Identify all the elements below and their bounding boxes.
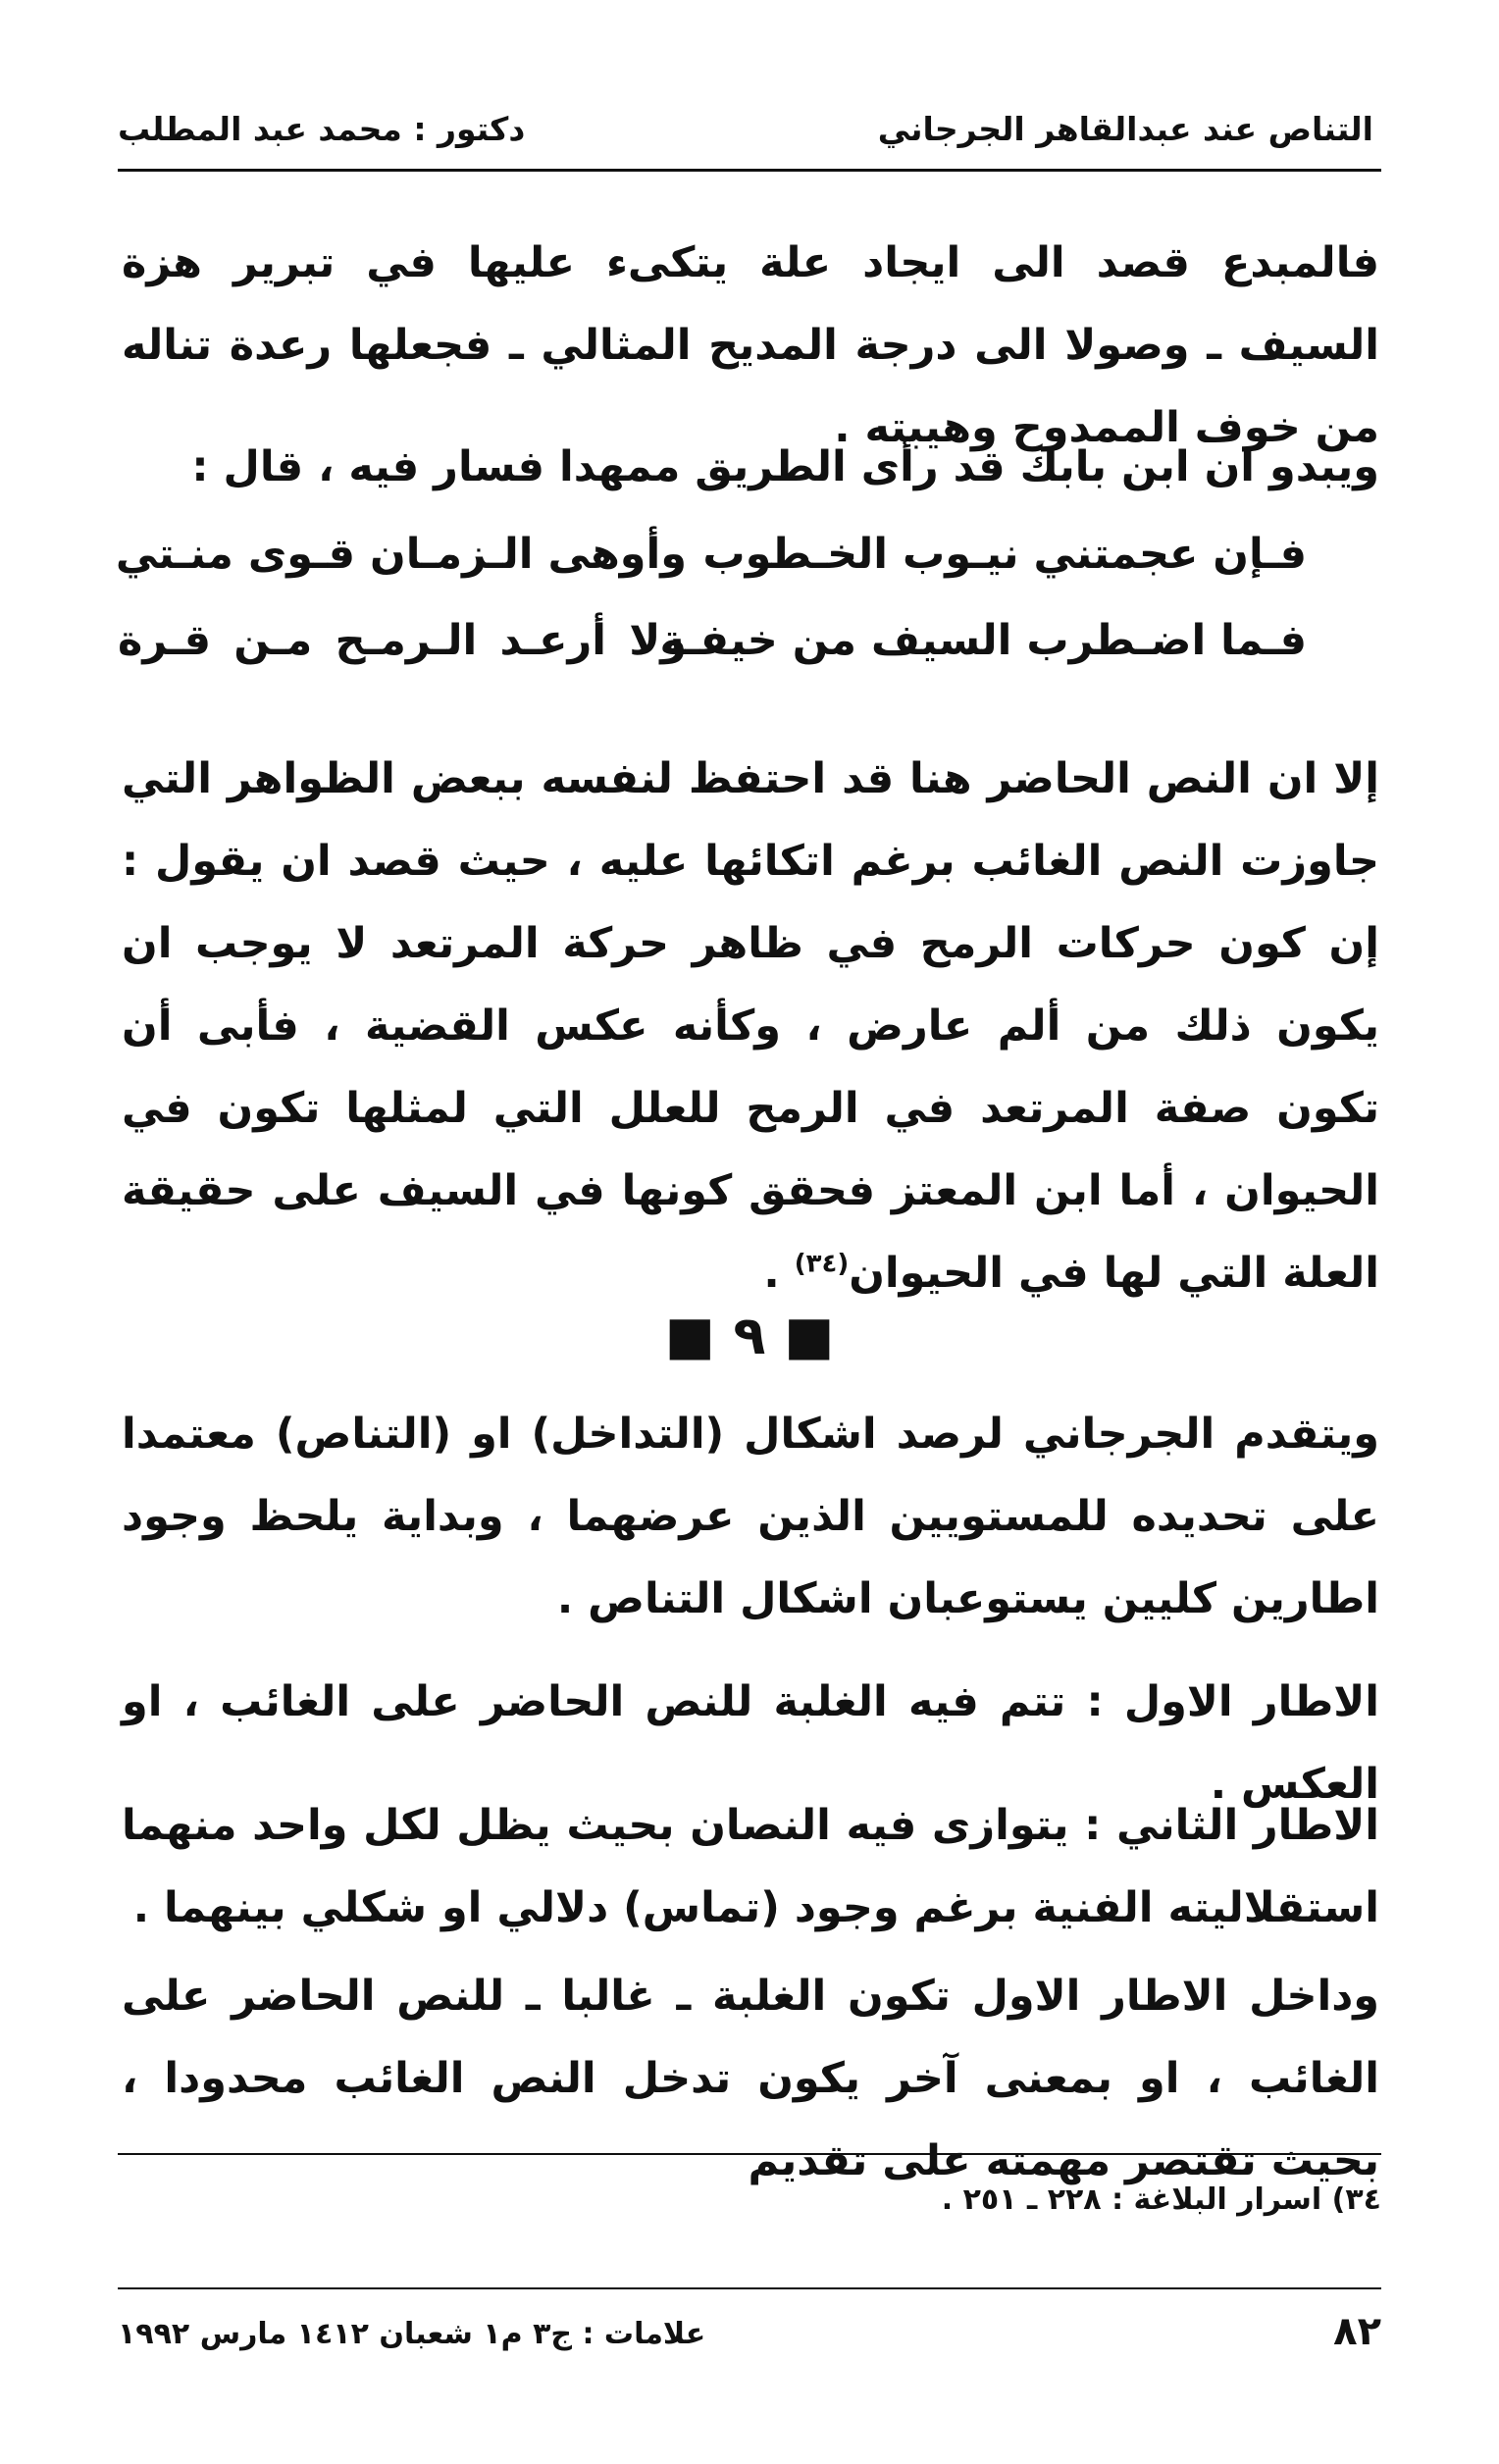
verse-second-hemistich: ولا أرعـد الـرمـح مـن قـرة	[118, 616, 687, 665]
footnote-reference: (٣٤)	[794, 1249, 850, 1279]
footnote: ٣٤) اسرار البلاغة : ٢٢٨ ـ ٢٥١ .	[941, 2182, 1381, 2217]
paragraph: الاطار الثاني : يتوازى فيه النصان بحيث يظل لكل واحد منهما استقلاليته الفنية برغم وجود (تماس) دلالي او شكلي بينهما .	[122, 1801, 1379, 1932]
author-name: دكتور : محمد عبد المطلب	[118, 110, 526, 148]
verse-second-hemistich: وأوهى الـزمـان قـوى منـتي	[115, 530, 687, 579]
section-number: ■ ٩ ■	[664, 1305, 835, 1366]
paragraph: ويتقدم الجرجاني لرصد اشكال (التداخل) او (التناص) معتمدا على تحديده للمستويين الذين عرضهما ، وبداية يلحظ وجود اطارين كليين يستوعبان اشكال التناص .	[122, 1410, 1379, 1623]
header-divider	[118, 169, 1381, 172]
book-title: التناص عند عبدالقاهر الجرجاني	[877, 110, 1373, 148]
running-header	[118, 110, 1373, 169]
verse-first-hemistich: فـإن عجمتني نيـوب الخـطوب	[702, 530, 1307, 579]
journal-citation: علامات : ج٣ م١ شعبان ١٤١٢ مارس ١٩٩٢	[118, 2317, 706, 2351]
paragraph-text: إلا ان النص الحاضر هنا قد احتفظ لنفسه ببعض الظواهر التي جاوزت النص الغائب برغم اتكائها عليه ، حيث قصد ان يقول : إن كون حركات الرمح في ظاهر حركة المرتعد لا يوجب ان يكون ذلك من ألم عارض ، وكأنه عكس القضية ، فأبى أن تكون صفة المرتعد في الرمح للعلل التي لمثلها تكون في الحيوان ، أما ابن المعتز فحقق كونها في السيف على حقيقة العلة التي لها في الحيوان	[122, 754, 1379, 1298]
paragraph: الاطار الاول : تتم فيه الغلبة للنص الحاضر على الغائب ، او العكس .	[122, 1677, 1379, 1809]
paragraph: فالمبدع قصد الى ايجاد علة يتكىء عليها في تبرير هزة السيف ـ وصولا الى درجة المديح المثالي ـ فجعلها رعدة تناله من خوف الممدوح وهيبته .	[122, 238, 1379, 452]
page-number: ٨٢	[1333, 2309, 1381, 2354]
footer-divider	[118, 2287, 1381, 2289]
paragraph: وداخل الاطار الاول تكون الغلبة ـ غالبا ـ للنص الحاضر على الغائب ، او بمعنى آخر يكون تدخل النص الغائب محدودا ، بحيث تقتصر مهمته على تقديم	[122, 1972, 1379, 2185]
paragraph-end: .	[763, 1249, 795, 1298]
poem	[115, 530, 1307, 702]
verse-first-hemistich: فـما اضـطرب السيف من خيفـة	[659, 616, 1307, 665]
poem-verse	[118, 616, 1307, 702]
footnote-divider	[118, 2153, 1381, 2155]
paragraph	[122, 738, 1379, 1314]
paragraph: ويبدو ان ابن بابك قد رأى الطريق ممهدا فسار فيه ، قال :	[191, 442, 1379, 491]
poem-verse	[115, 530, 1307, 616]
